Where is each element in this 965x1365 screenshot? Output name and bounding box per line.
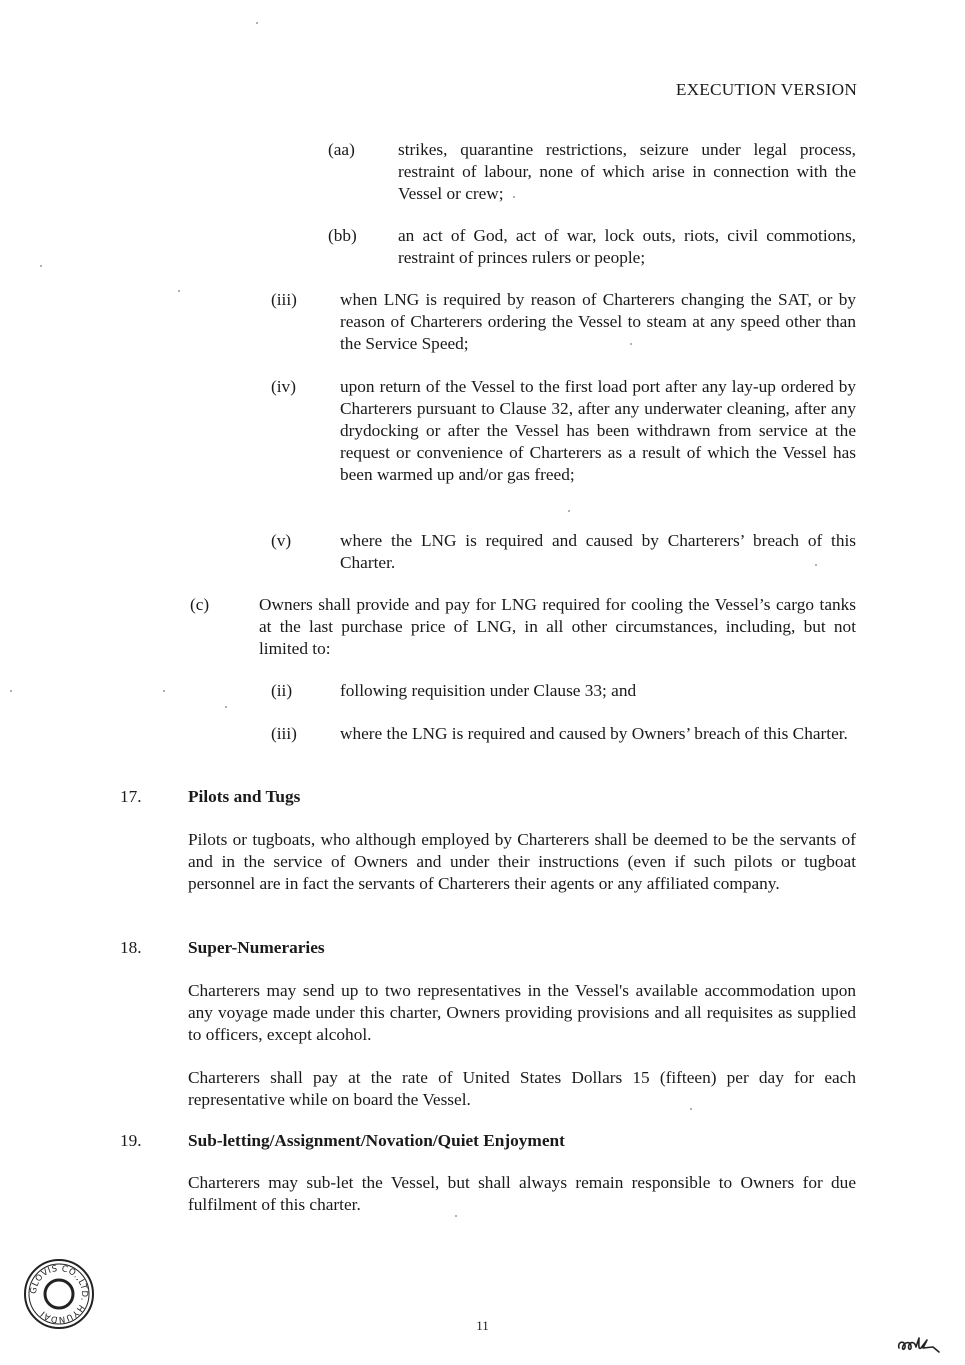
svg-text:GLOVIS CO.,LTD. HYUNDAI: GLOVIS CO.,LTD. HYUNDAI xyxy=(28,1263,90,1325)
item-label-c-ii: (ii) xyxy=(271,681,293,700)
item-text-c: Owners shall provide and pay for LNG required for cooling the Vessel’s cargo tanks at the last purchase price of LNG, in all other circumstances, including, but not limited to: xyxy=(259,595,856,658)
item-text-c-ii: following requisition under Clause 33; and xyxy=(340,681,637,700)
item-text-iv: upon return of the Vessel to the first load port after any lay-up ordered by Charterers pursuant to Clause 32, after any underwater cleaning, after any drydocking or after the Vessel has been withdrawn from service at the request or convenience of Charterers as a result of which the Vessel has been warmed up and/or gas freed; xyxy=(340,377,856,484)
handwritten-initials xyxy=(895,1330,945,1358)
item-label-c-iii: (iii) xyxy=(271,724,297,743)
item-label-v: (v) xyxy=(271,531,292,550)
section-title-18: Super-Numeraries xyxy=(188,938,325,957)
item-text-bb: an act of God, act of war, lock outs, riots, civil commotions, restraint of princes rulers or people; xyxy=(398,226,856,267)
item-label-iii: (iii) xyxy=(271,290,297,309)
item-text-aa: strikes, quarantine restrictions, seizure under legal process, restraint of labour, none of which arise in connection with the Vessel or crew; xyxy=(398,140,856,203)
section-number-18: 18. xyxy=(120,938,142,957)
section-paragraph-19: Charterers may sub-let the Vessel, but shall always remain responsible to Owners for due fulfilment of this charter. xyxy=(188,1173,856,1214)
item-label-c: (c) xyxy=(190,595,210,614)
item-label-aa: (aa) xyxy=(328,140,355,159)
item-label-bb: (bb) xyxy=(328,226,357,245)
section-paragraph-18b: Charterers shall pay at the rate of United States Dollars 15 (fifteen) per day for each representative while on board the Vessel. xyxy=(188,1068,856,1109)
section-number-17: 17. xyxy=(120,787,142,806)
section-paragraph-17: Pilots or tugboats, who although employed by Charterers shall be deemed to be the servants of and in the service of Owners and under their instructions (even if such pilots or tugboat personnel are in fact the servants of Charterers their agents or any affiliated company. xyxy=(188,830,856,893)
document-version-label: EXECUTION VERSION xyxy=(675,80,857,99)
section-paragraph-18a: Charterers may send up to two representatives in the Vessel's available accommodation upon any voyage made under this charter, Owners providing provisions and all requisites as supplied to officers, except alcohol. xyxy=(188,981,856,1044)
item-label-iv: (iv) xyxy=(271,377,296,396)
section-title-19: Sub-letting/Assignment/Novation/Quiet Enjoyment xyxy=(188,1131,565,1150)
item-text-v: where the LNG is required and caused by Charterers’ breach of this Charter. xyxy=(340,531,856,572)
page-number: 11 xyxy=(476,1318,489,1333)
section-title-17: Pilots and Tugs xyxy=(188,787,301,806)
item-text-iii: when LNG is required by reason of Charterers changing the SAT, or by reason of Charterers ordering the Vessel to steam at any speed other than the Service Speed; xyxy=(340,290,856,353)
item-text-c-iii: where the LNG is required and caused by Owners’ breach of this Charter. xyxy=(340,724,848,743)
section-number-19: 19. xyxy=(120,1131,142,1150)
